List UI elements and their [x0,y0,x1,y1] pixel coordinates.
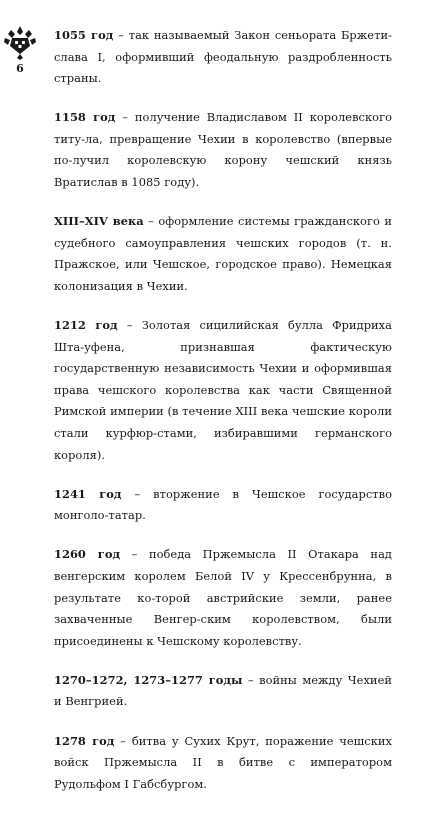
entry-1158 [54,107,392,193]
chronology-text [54,25,392,813]
entry-date: 1212 год [54,318,118,333]
entry-text: – так называемый Закон сеньората Бржети-слава I, оформивший феодальную раздробленность страны. [54,28,392,86]
entry-text: – победа Пржемысла II Отакара над венгерским королем Белой IV у Крессенбрунна, в результате ко-торой австрийские земли, ранее захваченные Венгер-ским королевством, были присоединены к Чешскому королевству. [54,547,392,648]
entry-date: 1158 год [54,110,116,125]
entry-1212 [54,315,392,466]
entry-date: 1055 год [54,28,114,42]
entry-text: – битва у Сухих Крут, поражение чешских войск Пржемысла II в битве с императором Рудольфом I Габсбургом. [54,733,392,791]
entry-date: 1260 год [54,547,121,562]
entry-date: 1270–1272, 1273–1277 годы [54,672,243,687]
entry-text: – вторжение в Чешское государство монголо-татар. [54,486,392,523]
entry-1055 [54,25,392,90]
entry-1270-1277 [54,670,392,713]
entry-date: XIII–XIV века [54,214,144,229]
entry-text: – получение Владиславом II королевского титу-ла, превращение Чехии в королевство (впервые по-лучил королевскую корону чешский князь Вратислав в 1085 году). [54,110,392,190]
entry-1241 [54,484,392,527]
entry-text: – оформление системы гражданского и судебного самоуправления чешских городов (т. н. Пражское, или Чешское, городское право). Немецкая колонизация в Чехии. [54,214,392,293]
entry-1278 [54,731,392,796]
entry-text: – войны между Чехией и Венгрией. [54,672,393,709]
heraldic-ornament-icon [2,24,38,60]
page-number: 6 [16,62,24,75]
entry-13-14-century [54,211,392,297]
entry-date: 1278 год [54,733,115,748]
entry-1260 [54,544,392,652]
entry-text: – Золотая сицилийская булла Фридриха Шта-уфена, признавшая фактическую государственную независимость Чехии и оформившая права чешского королевства как части Священной Римской империи (в течение XIII века чешские короли стали курфюр-стами, избиравшими германского короля). [54,318,392,462]
entry-date: 1241 год [54,486,122,501]
